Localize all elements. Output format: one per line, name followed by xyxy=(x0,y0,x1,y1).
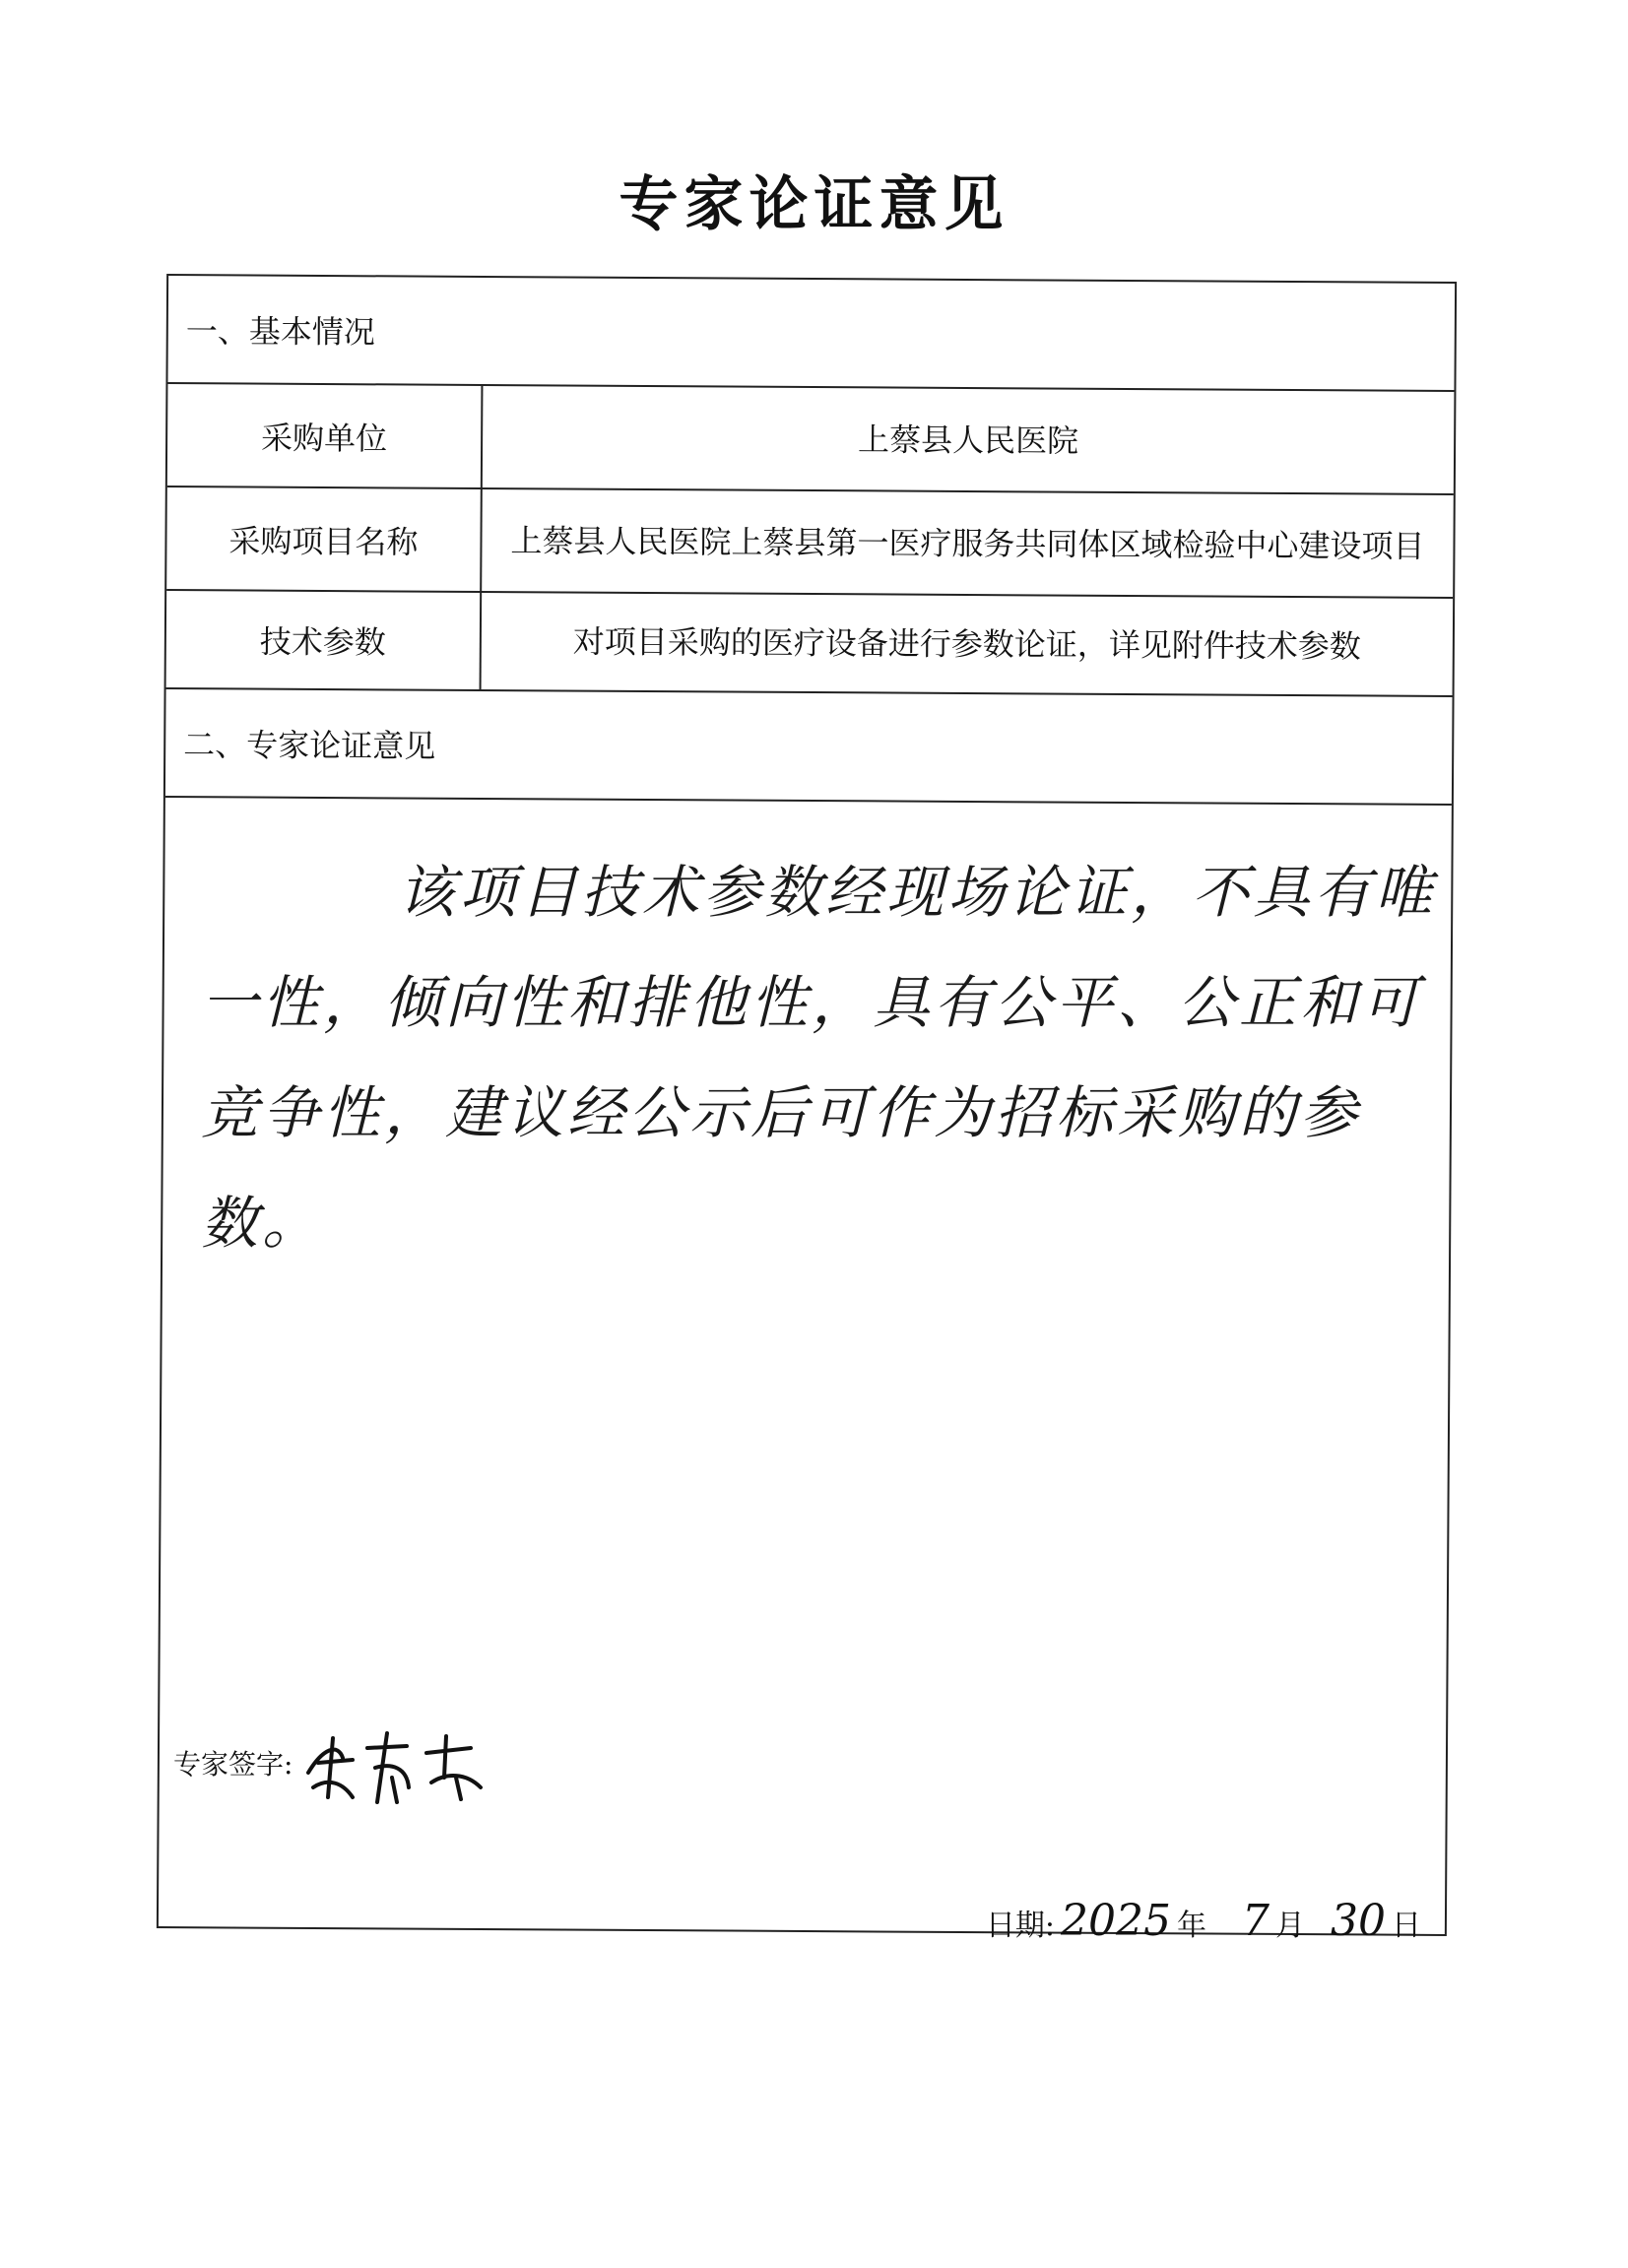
row-value: 上蔡县人民医院 xyxy=(857,420,1079,460)
date-month-unit: 月 xyxy=(1275,1909,1305,1943)
page-title: 专家论证意见 xyxy=(619,170,1009,239)
row-label: 技术参数 xyxy=(166,591,483,689)
section-heading-expert-opinion xyxy=(165,689,1453,806)
table-row xyxy=(167,384,1455,495)
section-heading-text: 二、专家论证意见 xyxy=(183,726,436,765)
table-row xyxy=(166,487,1454,599)
date-month: 7 xyxy=(1242,1896,1270,1946)
date-label: 日期: xyxy=(985,1909,1056,1943)
date-day: 30 xyxy=(1331,1896,1386,1946)
section-heading-text: 一、基本情况 xyxy=(185,312,375,352)
handwritten-opinion: 该项目技术参数经现场论证，不具有唯一性，倾向性和排他性，具有公平、公正和可竞争性，建议经公示后可作为招标采购的参数。 xyxy=(201,859,1437,1257)
row-label: 采购项目名称 xyxy=(166,487,483,591)
date-year-unit: 年 xyxy=(1177,1909,1206,1943)
row-label: 采购单位 xyxy=(167,384,484,487)
signature-area xyxy=(173,1718,495,1807)
section-heading-basic-info xyxy=(167,276,1455,392)
handwritten-signature xyxy=(298,1718,495,1807)
signature-label: 专家签字: xyxy=(173,1748,293,1781)
date-day-unit: 日 xyxy=(1392,1909,1421,1943)
row-value: 上蔡县人民医院上蔡县第一医疗服务共同体区域检验中心建设项目 xyxy=(510,521,1425,565)
table-row xyxy=(166,591,1454,697)
row-value: 对项目采购的医疗设备进行参数论证，详见附件技术参数 xyxy=(572,622,1361,666)
date-year: 2025 xyxy=(1061,1896,1171,1946)
date-line xyxy=(986,1896,1421,1946)
